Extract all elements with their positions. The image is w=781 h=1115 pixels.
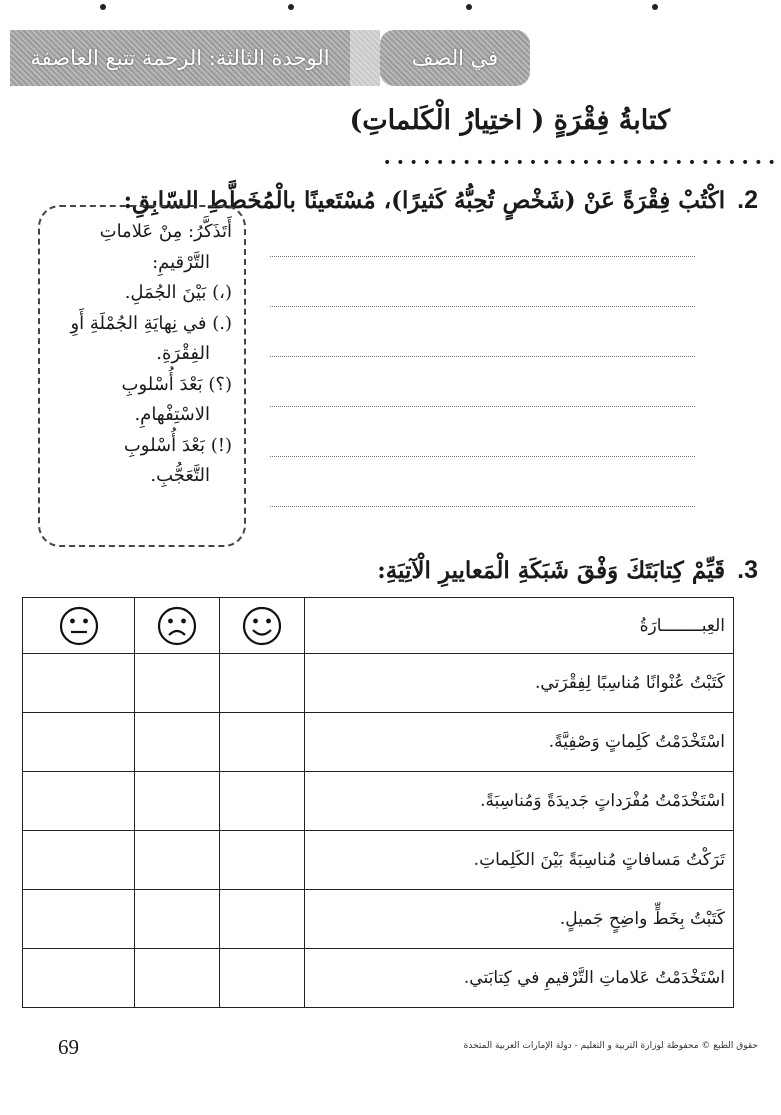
class-label: في الصف xyxy=(411,46,499,70)
rating-cell-happy[interactable] xyxy=(220,772,305,831)
reminder-title-cont: التَّرْقيمِ: xyxy=(152,251,210,273)
statement-cell: اسْتَخْدَمْتُ عَلاماتِ التَّرْقيمِ في كِتابَتي. xyxy=(305,949,734,1008)
page-number: 69 xyxy=(58,1035,79,1059)
rating-cell-happy[interactable] xyxy=(220,949,305,1008)
rating-cell-neutral[interactable] xyxy=(23,949,135,1008)
writing-line-5[interactable] xyxy=(270,456,695,457)
rating-cell-happy[interactable] xyxy=(220,654,305,713)
reminder-item-comma: (،) بَيْنَ الجُمَلِ. xyxy=(124,282,232,303)
rating-cell-neutral[interactable] xyxy=(23,772,135,831)
reminder-item-period: (.) في نِهايَةِ الجُمْلَةِ أَوِ xyxy=(70,312,232,334)
table-row xyxy=(23,772,734,831)
question-3-number: 3. xyxy=(737,556,758,584)
question-2-number: 2. xyxy=(737,186,758,214)
neutral-face-icon xyxy=(58,605,100,647)
table-row xyxy=(23,890,734,949)
writing-line-6[interactable] xyxy=(270,506,695,507)
rating-cell-happy[interactable] xyxy=(220,831,305,890)
rating-cell-sad[interactable] xyxy=(135,772,220,831)
rating-cell-sad[interactable] xyxy=(135,890,220,949)
rating-cell-neutral[interactable] xyxy=(23,831,135,890)
statement-cell: اسْتَخْدَمْتُ مُفْرَداتٍ جَديدَةً وَمُناسِبَةً. xyxy=(305,772,734,831)
writing-line-1[interactable] xyxy=(270,256,695,257)
punctuation-reminder-box xyxy=(38,205,246,547)
print-mark xyxy=(288,4,294,10)
print-mark xyxy=(652,4,658,10)
title-dotted-divider: •••••••••••••••••••••••••••••• xyxy=(383,155,781,171)
table-row xyxy=(23,831,734,890)
happy-face-icon xyxy=(241,605,283,647)
rating-cell-happy[interactable] xyxy=(220,890,305,949)
reminder-item-question-cont: الاسْتِفْهامِ. xyxy=(134,404,210,425)
neutral-face-column xyxy=(23,598,135,654)
sad-face-icon xyxy=(156,605,198,647)
table-row xyxy=(23,654,734,713)
rating-cell-neutral[interactable] xyxy=(23,654,135,713)
unit-label: الوحدة الثالثة: الرحمة تتبع العاصفة xyxy=(30,46,330,70)
statement-cell: كَتَبْتُ عُنْوانًا مُناسِبًا لِفِقْرَتي. xyxy=(305,654,734,713)
statement-cell: كَتَبْتُ بِخَطٍّ واضِحٍ جَميلٍ. xyxy=(305,890,734,949)
question-2-text: اكْتُبْ فِقْرَةً عَنْ (شَخْصٍ تُحِبُّهُ كَثيرًا)، مُسْتَعينًا بالْمُخَطَّطِ السّابِقِ: xyxy=(123,187,726,214)
question-3-text: قَيِّمْ كِتابَتَكَ وَفْقَ شَبَكَةِ الْمَعاييرِ الْآتِيَةِ: xyxy=(377,557,726,584)
statement-cell: اسْتَخْدَمْتُ كَلِماتٍ وَصْفِيَّةً. xyxy=(305,713,734,772)
table-row xyxy=(23,713,734,772)
reminder-item-question: (؟) بَعْدَ أُسْلوبِ xyxy=(121,373,232,395)
rating-cell-sad[interactable] xyxy=(135,949,220,1008)
reminder-item-exclamation-cont: التَّعَجُّبِ. xyxy=(150,465,210,486)
rating-cell-neutral[interactable] xyxy=(23,713,135,772)
self-assessment-table xyxy=(22,597,734,1008)
banner-divider xyxy=(350,30,380,86)
unit-banner xyxy=(10,30,350,86)
happy-face-column xyxy=(220,598,305,654)
print-mark xyxy=(466,4,472,10)
writing-line-2[interactable] xyxy=(270,306,695,307)
rating-cell-sad[interactable] xyxy=(135,654,220,713)
question-3 xyxy=(377,556,758,585)
rating-cell-happy[interactable] xyxy=(220,713,305,772)
rating-cell-sad[interactable] xyxy=(135,713,220,772)
copyright-notice: حقوق الطبع © محفوظة لوزارة التربية و التعليم - دولة الإمارات العربية المتحدة xyxy=(463,1041,758,1051)
print-mark xyxy=(100,4,106,10)
class-banner xyxy=(380,30,530,86)
reminder-item-period-cont: الفِقْرَةِ. xyxy=(156,343,210,364)
reminder-item-exclamation: (!) بَعْدَ أُسْلوبِ xyxy=(123,434,232,456)
reminder-title: أَتَذَكَّرُ: مِنْ عَلاماتِ xyxy=(99,221,232,242)
sad-face-column xyxy=(135,598,220,654)
table-row xyxy=(23,949,734,1008)
table-header-row xyxy=(23,598,734,654)
writing-line-3[interactable] xyxy=(270,356,695,357)
statement-header: العِبــــــــارَةُ xyxy=(305,598,734,654)
section-title: كتابةُ فِقْرَةٍ ( اختِيارُ الْكَلماتِ) xyxy=(349,105,670,136)
writing-line-4[interactable] xyxy=(270,406,695,407)
statement-cell: تَرَكْتُ مَسافاتٍ مُناسِبَةً بَيْنَ الكَلِماتِ. xyxy=(305,831,734,890)
rating-cell-sad[interactable] xyxy=(135,831,220,890)
rating-cell-neutral[interactable] xyxy=(23,890,135,949)
